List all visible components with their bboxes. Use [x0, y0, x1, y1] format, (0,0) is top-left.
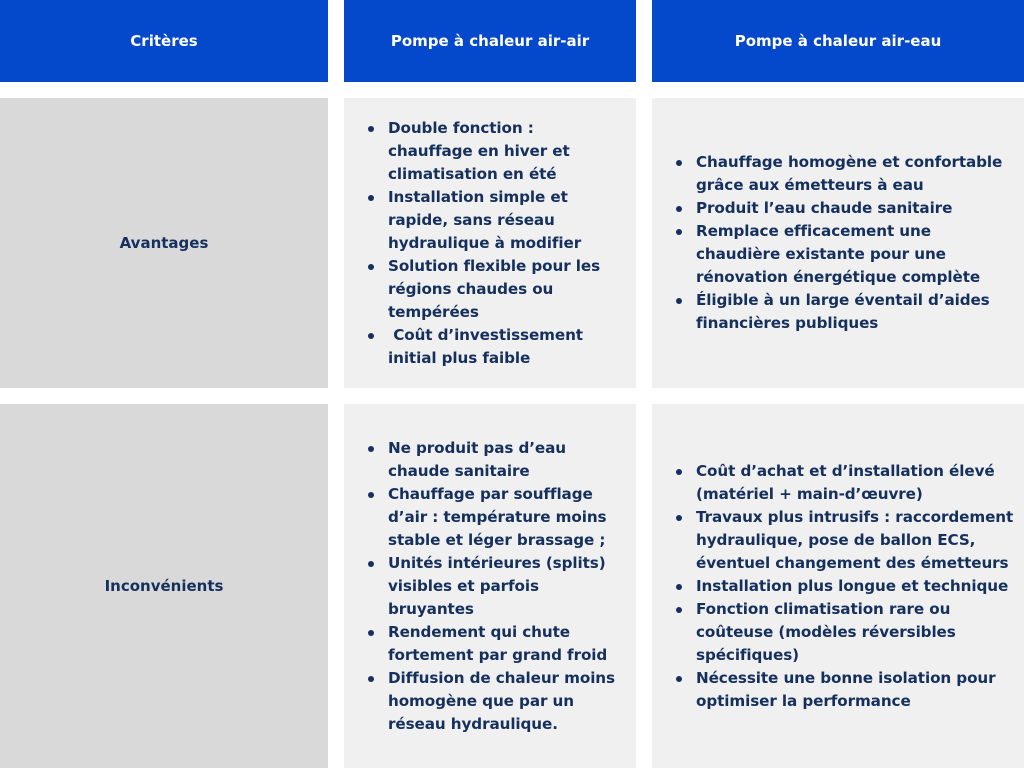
header-air-eau	[652, 0, 1024, 82]
advantages-air-air	[344, 98, 636, 388]
list-item: Coût d’achat et d’installation élevé (matériel + main-d’œuvre)	[696, 460, 1014, 506]
list-item: Unités intérieures (splits) visibles et parfois bruyantes	[388, 552, 622, 621]
list-item: Double fonction : chauffage en hiver et climatisation en été	[388, 117, 622, 186]
list-item: Produit l’eau chaude sanitaire	[696, 197, 1014, 220]
criterion-label: Avantages	[119, 234, 209, 252]
list-item: Diffusion de chaleur moins homogène que par un réseau hydraulique.	[388, 667, 622, 736]
disadvantages-air-eau	[652, 404, 1024, 768]
list-item: Coût d’investissement initial plus faible	[388, 324, 622, 370]
list-item: Fonction climatisation rare ou coûteuse (modèles réversibles spécifiques)	[696, 598, 1014, 667]
criterion-label: Inconvénients	[104, 577, 224, 595]
criterion-advantages	[0, 98, 328, 388]
advantages-air-eau	[652, 98, 1024, 388]
header-air-air-label: Pompe à chaleur air-air	[390, 32, 590, 50]
header-criteria	[0, 0, 328, 82]
list-item: Éligible à un large éventail d’aides financières publiques	[696, 289, 1014, 335]
list-item: Rendement qui chute fortement par grand froid	[388, 621, 622, 667]
disadvantages-air-air	[344, 404, 636, 768]
list-item: Solution flexible pour les régions chaudes ou tempérées	[388, 255, 622, 324]
list-item: Nécessite une bonne isolation pour optimiser la performance	[696, 667, 1014, 713]
header-air-eau-label: Pompe à chaleur air-eau	[734, 32, 942, 50]
header-air-air	[344, 0, 636, 82]
bullet-list	[652, 460, 1024, 713]
list-item: Travaux plus intrusifs : raccordement hydraulique, pose de ballon ECS, éventuel changement des émetteurs	[696, 506, 1014, 575]
bullet-list	[344, 437, 636, 736]
bullet-list	[344, 117, 636, 370]
bullet-list	[652, 151, 1024, 335]
list-item: Remplace efficacement une chaudière existante pour une rénovation énergétique complète	[696, 220, 1014, 289]
list-item: Chauffage homogène et confortable grâce aux émetteurs à eau	[696, 151, 1014, 197]
list-item: Chauffage par soufflage d’air : température moins stable et léger brassage ;	[388, 483, 622, 552]
list-item: Ne produit pas d’eau chaude sanitaire	[388, 437, 622, 483]
list-item: Installation simple et rapide, sans réseau hydraulique à modifier	[388, 186, 622, 255]
list-item: Installation plus longue et technique	[696, 575, 1014, 598]
header-criteria-label: Critères	[130, 32, 198, 50]
criterion-disadvantages	[0, 404, 328, 768]
